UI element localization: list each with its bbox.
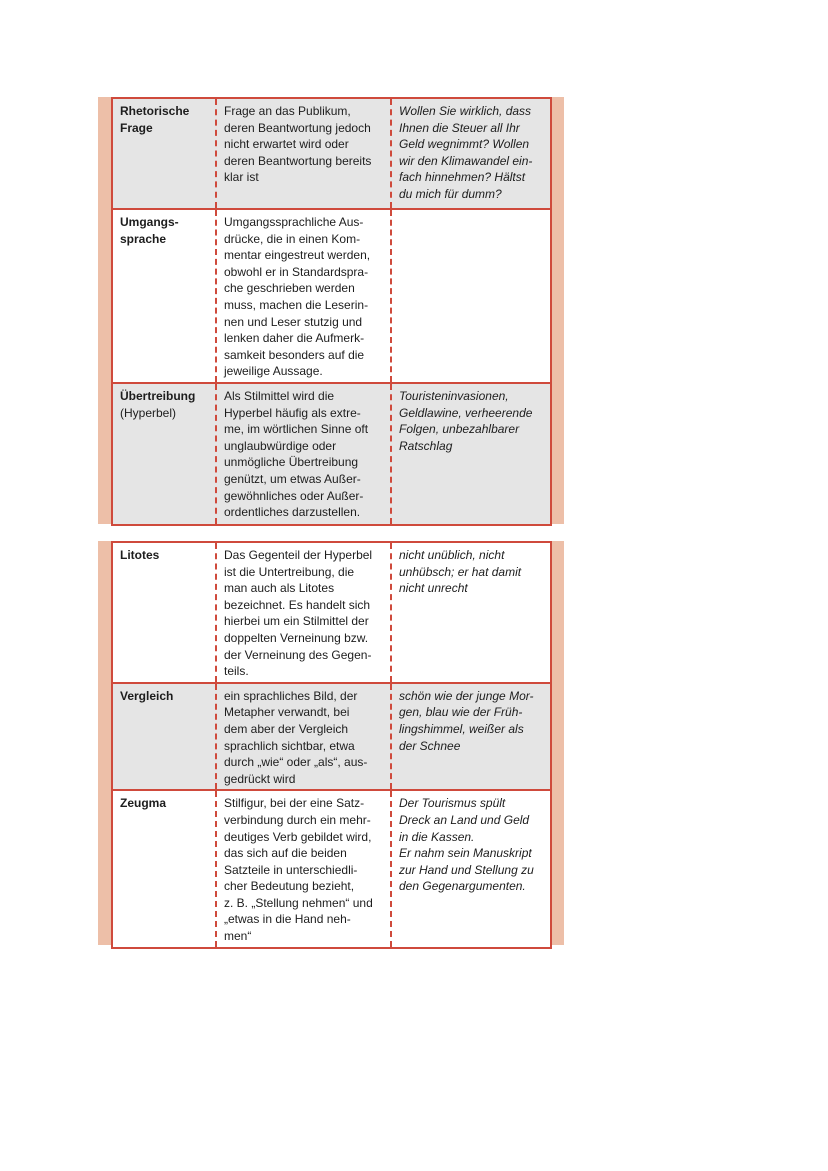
left-accent-stripe bbox=[98, 97, 112, 524]
stilmittel-table-block-1 bbox=[98, 97, 564, 524]
definition-cell bbox=[216, 790, 391, 947]
definition-line: gedrückt wird bbox=[224, 771, 296, 786]
example-line: Wollen Sie wirklich, dass bbox=[399, 104, 532, 118]
definition-line: „etwas in die Hand neh- bbox=[224, 912, 351, 927]
term-cell bbox=[112, 383, 216, 525]
definition-line: z. B. „Stellung nehmen“ und bbox=[224, 895, 373, 910]
example-line: du mich für dumm? bbox=[399, 186, 502, 201]
definition-line: der Verneinung des Gegen- bbox=[224, 647, 372, 662]
term-line: Rhetorische bbox=[120, 104, 190, 118]
left-accent-stripe bbox=[98, 541, 112, 945]
example-cell bbox=[391, 790, 551, 947]
table-row bbox=[112, 383, 551, 525]
definition-line: samkeit besonders auf die bbox=[224, 347, 365, 362]
definition-line: nicht erwartet wird oder bbox=[224, 137, 349, 152]
term-cell bbox=[112, 790, 216, 947]
definition-line: deren Beantwortung bereits bbox=[224, 153, 372, 168]
definition-cell bbox=[216, 542, 391, 683]
example-line: Geld wegnimmt? Wollen bbox=[399, 137, 530, 152]
definition-line: Das Gegenteil der Hyperbel bbox=[224, 548, 373, 562]
table-row bbox=[112, 98, 551, 209]
definition-line: sprachlich sichtbar, etwa bbox=[224, 738, 355, 753]
definition-line: drücke, die in einen Kom- bbox=[224, 231, 361, 246]
stilmittel-table-block-2 bbox=[98, 541, 564, 945]
definition-line: verbindung durch ein mehr- bbox=[224, 812, 371, 827]
term-cell bbox=[112, 209, 216, 383]
example-line: gen, blau wie der Früh- bbox=[399, 705, 523, 720]
term-cell bbox=[112, 98, 216, 209]
definition-line: ordentliches darzustellen. bbox=[224, 505, 361, 520]
term-cell bbox=[112, 542, 216, 683]
term-line: Umgangs- bbox=[120, 215, 179, 229]
example-cell bbox=[391, 209, 551, 383]
definition-line: cher Bedeutung bezieht, bbox=[224, 879, 355, 894]
term-line: Litotes bbox=[120, 548, 160, 562]
example-cell bbox=[391, 683, 551, 791]
definition-line: me, im wörtlichen Sinne oft bbox=[224, 422, 369, 437]
example-line: nicht unrecht bbox=[399, 581, 468, 596]
term-subtitle: (Hyperbel) bbox=[120, 405, 177, 420]
definition-line: mentar eingestreut werden, bbox=[224, 248, 371, 263]
example-line: Dreck an Land und Geld bbox=[399, 812, 530, 827]
definition-line: das sich auf die beiden bbox=[224, 846, 347, 861]
definition-line: jeweilige Aussage. bbox=[224, 364, 323, 379]
definition-line: man auch als Litotes bbox=[224, 581, 335, 596]
example-cell bbox=[391, 542, 551, 683]
example-line: den Gegenargumenten. bbox=[399, 879, 526, 894]
stilmittel-table-1 bbox=[111, 97, 552, 526]
example-cell bbox=[391, 383, 551, 525]
definition-line: muss, machen die Leserin- bbox=[224, 297, 369, 312]
definition-line: ist die Untertreibung, die bbox=[224, 564, 355, 579]
right-accent-stripe bbox=[550, 97, 564, 524]
definition-line: teils. bbox=[224, 664, 249, 679]
definition-cell bbox=[216, 209, 391, 383]
definition-line: unmögliche Übertreibung bbox=[224, 455, 359, 470]
example-line: wir den Klimawandel ein- bbox=[399, 153, 533, 168]
definition-line: gewöhnliches oder Außer- bbox=[224, 488, 364, 503]
definition-line: klar ist bbox=[224, 170, 259, 185]
definition-cell bbox=[216, 683, 391, 791]
definition-line: doppelten Verneinung bzw. bbox=[224, 630, 369, 645]
term-line: Zeugma bbox=[120, 796, 167, 811]
definition-line: Satzteile in unterschiedli- bbox=[224, 862, 358, 877]
stilmittel-table-2 bbox=[111, 541, 552, 949]
definition-line: durch „wie“ oder „als“, aus- bbox=[224, 755, 368, 770]
definition-line: hierbei um ein Stilmittel der bbox=[224, 614, 369, 629]
example-line: Folgen, unbezahlbarer bbox=[399, 422, 520, 437]
definition-line: men“ bbox=[224, 929, 252, 944]
example-line: zur Hand und Stellung zu bbox=[399, 862, 534, 877]
example-line: Er nahm sein Manuskript bbox=[399, 846, 532, 861]
term-cell bbox=[112, 683, 216, 791]
definition-line: dem aber der Vergleich bbox=[224, 721, 349, 736]
definition-line: che geschrieben werden bbox=[224, 281, 355, 296]
definition-cell bbox=[216, 98, 391, 209]
definition-line: deren Beantwortung jedoch bbox=[224, 120, 371, 135]
term-line: Übertreibung bbox=[120, 389, 196, 403]
example-line: schön wie der junge Mor- bbox=[399, 688, 534, 703]
example-cell bbox=[391, 98, 551, 209]
table-row bbox=[112, 790, 551, 947]
term-line: Frage bbox=[120, 120, 153, 135]
example-line: Geldlawine, verheerende bbox=[399, 405, 533, 420]
example-line: nicht unüblich, nicht bbox=[399, 548, 505, 562]
example-line: fach hinnehmen? Hältst bbox=[399, 170, 526, 185]
definition-line: Als Stilmittel wird die bbox=[224, 389, 335, 403]
example-line: in die Kassen. bbox=[399, 829, 475, 844]
definition-line: deutiges Verb gebildet wird, bbox=[224, 829, 372, 844]
term-line: Vergleich bbox=[120, 688, 174, 703]
example-line: unhübsch; er hat damit bbox=[399, 564, 522, 579]
definition-line: Stilfigur, bei der eine Satz- bbox=[224, 796, 365, 811]
definition-cell bbox=[216, 383, 391, 525]
table-row bbox=[112, 209, 551, 383]
definition-line: genützt, um etwas Außer- bbox=[224, 471, 361, 486]
definition-line: lenken daher die Aufmerk- bbox=[224, 331, 365, 346]
definition-line: nen und Leser stutzig und bbox=[224, 314, 363, 329]
example-line: Touristeninvasionen, bbox=[399, 389, 509, 403]
definition-line: bezeichnet. Es handelt sich bbox=[224, 597, 371, 612]
definition-line: Umgangssprachliche Aus- bbox=[224, 215, 364, 229]
definition-line: ein sprachliches Bild, der bbox=[224, 688, 358, 703]
right-accent-stripe bbox=[550, 541, 564, 945]
example-line: der Schnee bbox=[399, 738, 461, 753]
definition-line: obwohl er in Standardspra- bbox=[224, 264, 369, 279]
definition-line: unglaubwürdige oder bbox=[224, 438, 337, 453]
definition-line: Metapher verwandt, bei bbox=[224, 705, 350, 720]
definition-line: Hyperbel häufig als extre- bbox=[224, 405, 361, 420]
example-line: lingshimmel, weißer als bbox=[399, 721, 524, 736]
table-row bbox=[112, 542, 551, 683]
example-line: Der Tourismus spült bbox=[399, 796, 506, 811]
table-row bbox=[112, 683, 551, 791]
definition-line: Frage an das Publikum, bbox=[224, 104, 351, 118]
example-line: Ratschlag bbox=[399, 438, 453, 453]
example-line: Ihnen die Steuer all Ihr bbox=[399, 120, 520, 135]
term-line: sprache bbox=[120, 231, 167, 246]
